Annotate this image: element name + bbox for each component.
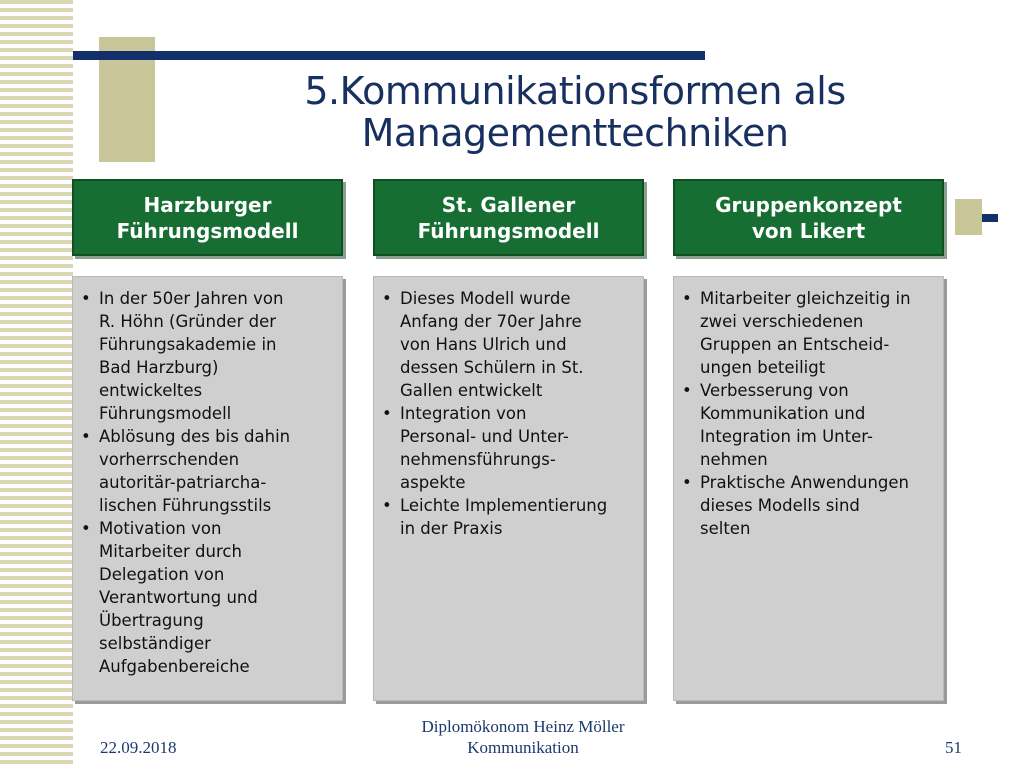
right-accent-square: [955, 199, 982, 235]
bullet-text-line: Leichte Implementierung: [400, 496, 608, 515]
bullet-item: [678, 379, 937, 471]
bullet-text-line: Anfang der 70er Jahre: [400, 312, 582, 331]
bullet-text-line: Dieses Modell wurde: [400, 289, 571, 308]
bullet-item: [378, 402, 637, 494]
bullet-text-line: Verbesserung von: [700, 381, 849, 400]
column-body-st-gallener: [373, 276, 644, 701]
bullet-text-line: in der Praxis: [400, 519, 503, 538]
column-header-line: Führungsmodell: [116, 218, 299, 243]
column-header-st-gallener: [373, 179, 644, 256]
column-header-line: Harzburger: [143, 192, 272, 217]
bullet-text-line: R. Höhn (Gründer der: [99, 312, 277, 331]
footer-page-number: 51: [945, 738, 962, 757]
slide-title-line: Managementtechniken: [361, 111, 789, 155]
bullet-text-line: vorherrschenden: [99, 450, 240, 469]
bullet-glyph: •: [382, 496, 392, 515]
bullet-glyph: •: [682, 289, 692, 308]
footer-author-line: Kommunikation: [467, 738, 579, 757]
bullet-text-line: Personal- und Unter-: [400, 427, 569, 446]
bullet-text-line: Aufgabenbereiche: [99, 657, 250, 676]
bullet-text-line: nehmen: [700, 450, 768, 469]
bullet-item: [378, 287, 637, 402]
bullet-glyph: •: [81, 519, 91, 538]
footer-date: 22.09.2018: [100, 738, 177, 757]
slide-title-line: 5.Kommunikationsformen als: [304, 69, 846, 113]
column-body-likert: [673, 276, 944, 701]
bullet-text-line: selten: [700, 519, 751, 538]
bullet-text-line: Mitarbeiter durch: [99, 542, 242, 561]
bullet-text-line: dessen Schülern in St.: [400, 358, 584, 377]
bullet-list: [378, 287, 637, 540]
bullet-glyph: •: [382, 404, 392, 423]
right-accent-bar: [982, 214, 998, 222]
bullet-item: [77, 425, 336, 517]
bullet-glyph: •: [81, 289, 91, 308]
bullet-item: [378, 494, 637, 540]
column-header-line: St. Gallener: [441, 192, 576, 217]
left-stripe-decoration: [0, 0, 73, 768]
bullet-text-line: autoritär-patriarcha-: [99, 473, 267, 492]
bullet-text-line: Bad Harzburg): [99, 358, 219, 377]
bullet-text-line: Führungsakademie in: [99, 335, 277, 354]
bullet-text-line: Führungsmodell: [99, 404, 232, 423]
column-header-harzburger: [72, 179, 343, 256]
bullet-item: [77, 517, 336, 678]
bullet-text-line: aspekte: [400, 473, 466, 492]
column-header-line: Führungsmodell: [417, 218, 600, 243]
bullet-glyph: •: [81, 427, 91, 446]
bullet-item: [77, 287, 336, 425]
title-accent-bar: [73, 51, 705, 60]
slide-title: [230, 70, 920, 154]
bullet-text-line: entwickeltes: [99, 381, 203, 400]
bullet-text-line: zwei verschiedenen: [700, 312, 864, 331]
column-body-harzburger: [72, 276, 343, 701]
bullet-text-line: lischen Führungsstils: [99, 496, 272, 515]
bullet-list: [77, 287, 336, 678]
bullet-glyph: •: [382, 289, 392, 308]
bullet-item: [678, 471, 937, 540]
bullet-text-line: Integration von: [400, 404, 527, 423]
bullet-text-line: dieses Modells sind: [700, 496, 860, 515]
bullet-text-line: Gruppen an Entscheid-: [700, 335, 890, 354]
column-header-likert: [673, 179, 944, 256]
bullet-text-line: Gallen entwickelt: [400, 381, 543, 400]
bullet-text-line: ungen beteiligt: [700, 358, 826, 377]
bullet-text-line: Motivation von: [99, 519, 222, 538]
bullet-text-line: Ablösung des bis dahin: [99, 427, 291, 446]
bullet-text-line: von Hans Ulrich und: [400, 335, 567, 354]
bullet-text-line: Praktische Anwendungen: [700, 473, 910, 492]
bullet-text-line: selbständiger: [99, 634, 211, 653]
column-header-line: Gruppenkonzept: [715, 192, 902, 217]
bullet-text-line: Delegation von: [99, 565, 225, 584]
bullet-text-line: Übertragung: [99, 611, 204, 630]
bullet-list: [678, 287, 937, 540]
bullet-item: [678, 287, 937, 379]
column-header-line: von Likert: [751, 218, 866, 243]
bullet-glyph: •: [682, 381, 692, 400]
bullet-glyph: •: [682, 473, 692, 492]
footer-author-line: Diplomökonom Heinz Möller: [421, 717, 625, 736]
bullet-text-line: Kommunikation und: [700, 404, 866, 423]
bullet-text-line: Mitarbeiter gleichzeitig in: [700, 289, 911, 308]
bullet-text-line: nehmensführungs-: [400, 450, 556, 469]
footer-author: [360, 716, 686, 758]
bullet-text-line: In der 50er Jahren von: [99, 289, 284, 308]
bullet-text-line: Verantwortung und: [99, 588, 258, 607]
bullet-text-line: Integration im Unter-: [700, 427, 873, 446]
